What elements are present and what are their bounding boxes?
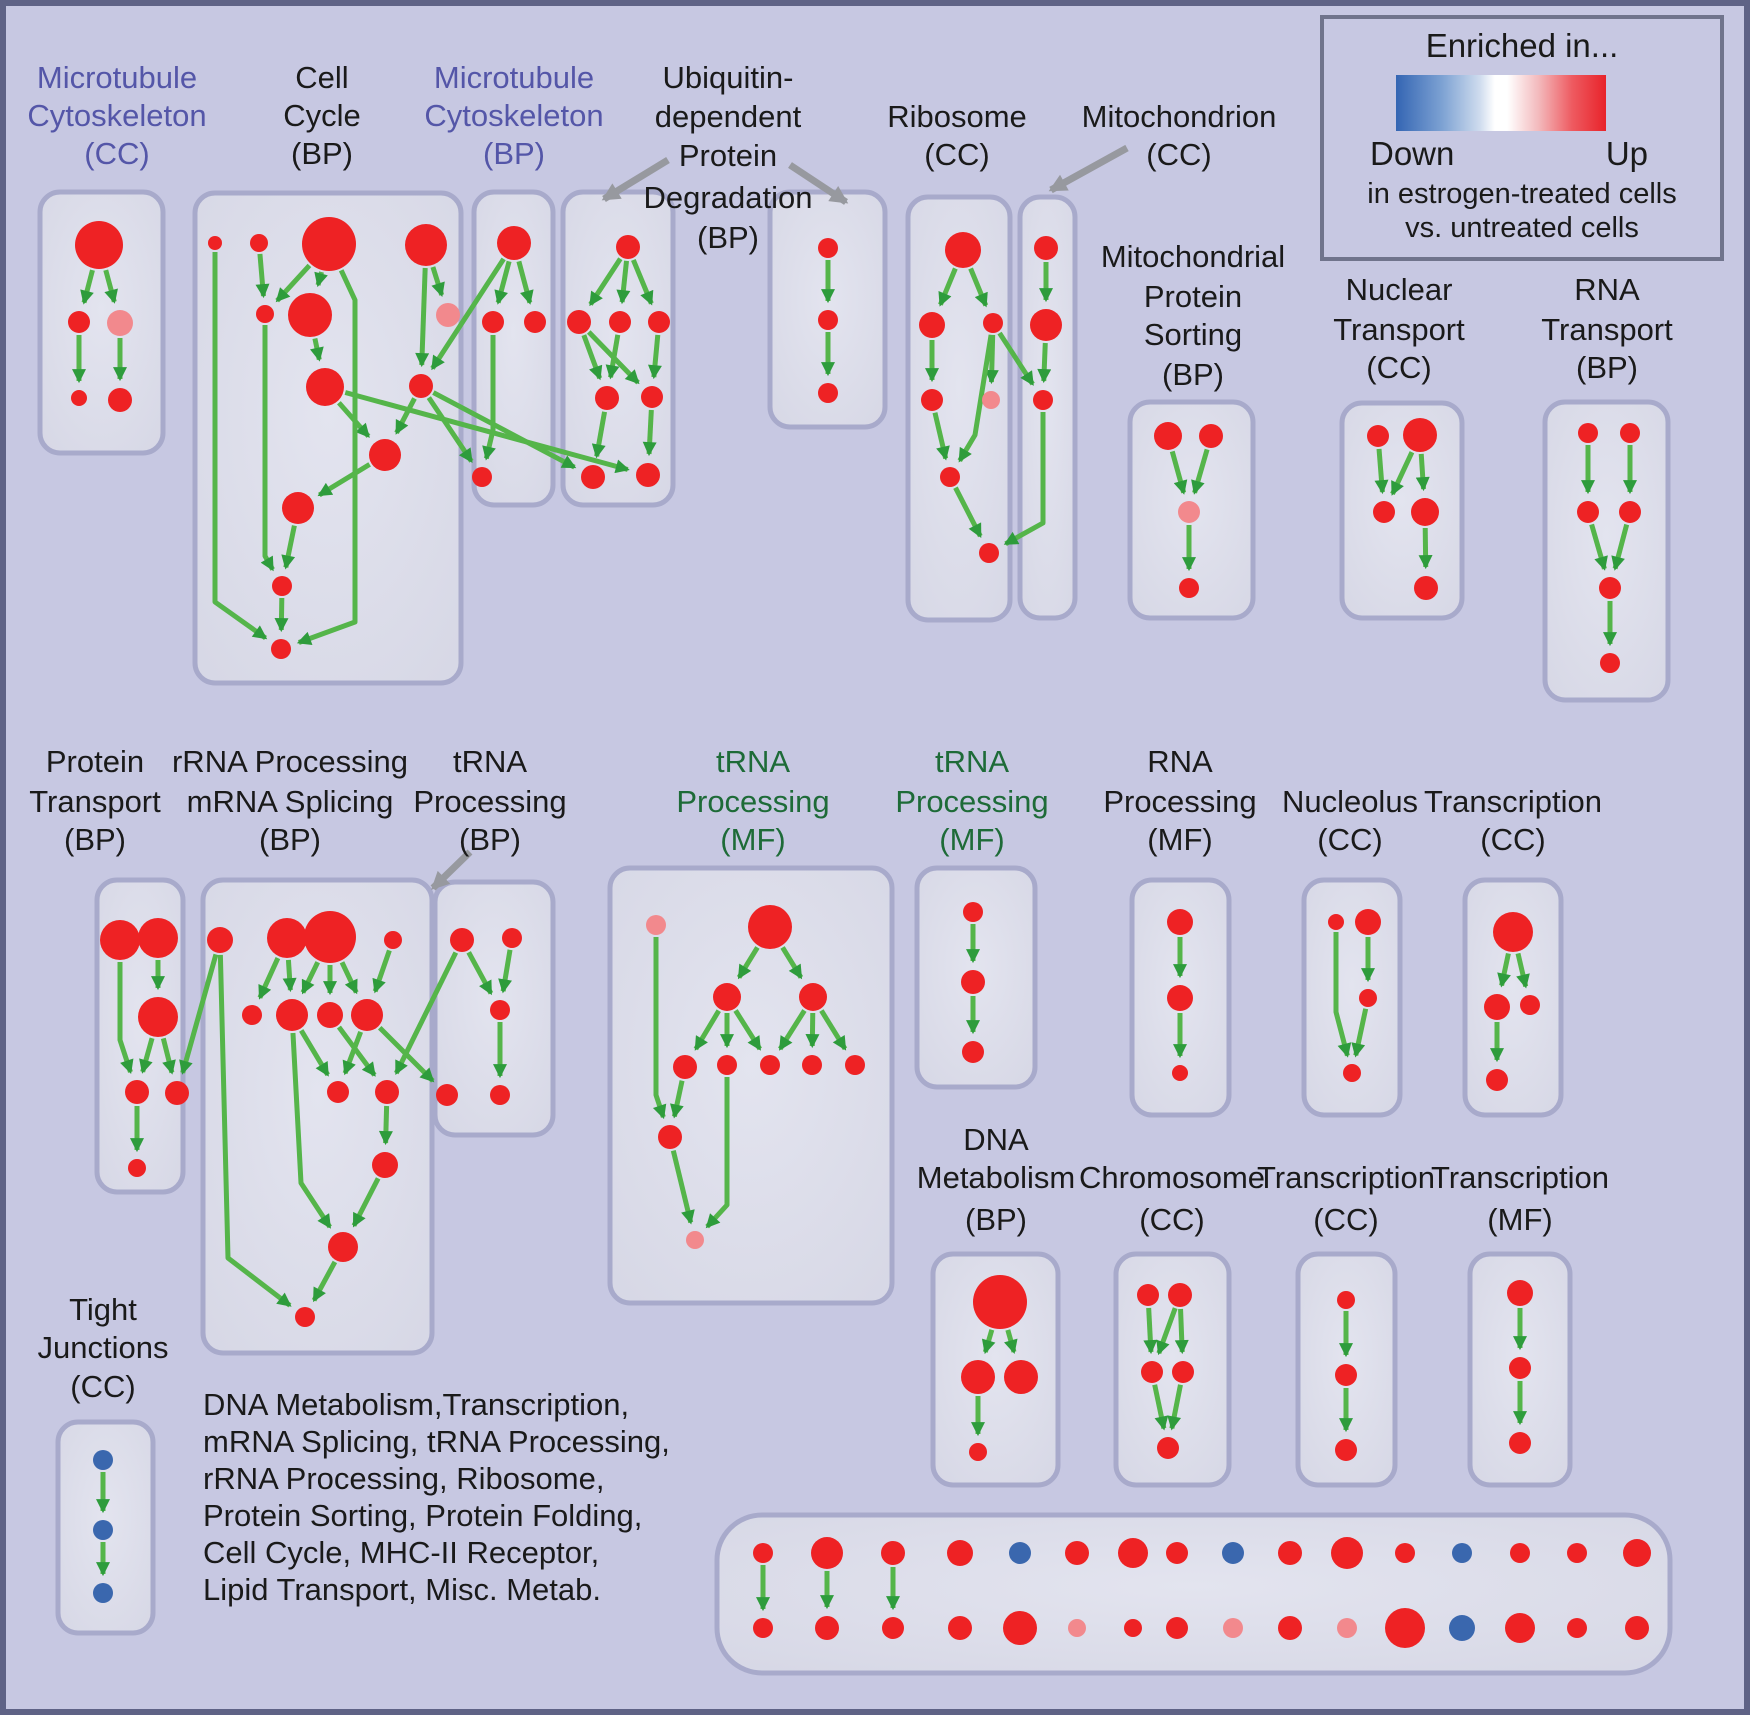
cluster-label-transcription-mf: Transcription (MF) [1430, 1160, 1610, 1237]
cluster-box-shared [717, 1515, 1670, 1673]
go-term-node [256, 305, 274, 323]
go-term-node [1030, 309, 1062, 341]
go-term-node [1625, 1616, 1649, 1640]
go-term-node [581, 465, 605, 489]
legend-box [1320, 15, 1724, 261]
go-term-node [250, 234, 268, 252]
go-term-node [963, 902, 983, 922]
misc-line: Protein Sorting, Protein Folding, [203, 1498, 643, 1533]
go-term-node [1199, 424, 1223, 448]
go-term-node [609, 311, 631, 333]
go-term-node [1567, 1543, 1587, 1563]
go-term-node [969, 1443, 987, 1461]
go-term-node [375, 1080, 399, 1104]
go-term-node [921, 389, 943, 411]
go-term-node [979, 543, 999, 563]
go-term-node [372, 1152, 398, 1178]
misc-line: Lipid Transport, Misc. Metab. [203, 1572, 601, 1607]
go-term-node [1395, 1543, 1415, 1563]
go-term-node [1343, 1064, 1361, 1082]
go-term-node [1009, 1542, 1031, 1564]
cluster-label-tight-junctions: Tight Junctions (CC) [37, 1292, 169, 1404]
go-term-node [1367, 425, 1389, 447]
go-term-node [1278, 1616, 1302, 1640]
go-term-node [818, 383, 838, 403]
go-term-node [125, 1080, 149, 1104]
go-term-node [983, 313, 1003, 333]
go-term-node [409, 374, 433, 398]
go-term-node [1486, 1069, 1508, 1091]
go-term-node [1154, 422, 1182, 450]
go-term-node [818, 238, 838, 258]
go-term-node [1141, 1361, 1163, 1383]
edge-arrow [1379, 449, 1382, 492]
edge-arrow [260, 254, 264, 296]
go-term-node [646, 915, 666, 935]
legend-down-up-row [1324, 135, 1720, 177]
go-term-node [497, 226, 531, 260]
go-term-node [242, 1005, 262, 1025]
edge-arrow [1425, 528, 1426, 567]
go-term-node [1577, 501, 1599, 523]
go-term-node [802, 1055, 822, 1075]
legend-up-label: Up [1605, 135, 1648, 172]
go-term-node [208, 236, 222, 250]
go-term-node [75, 221, 123, 269]
go-term-node [306, 368, 344, 406]
legend-subtitle-2: vs. untreated cells [1405, 212, 1639, 244]
go-term-node [641, 386, 663, 408]
go-term-node [1403, 418, 1437, 452]
cluster-label-transcription-cc-mid: Transcription (CC) [1423, 784, 1603, 857]
go-term-node [436, 1084, 458, 1106]
cluster-label-trna-processing-mf-1: tRNA Processing (MF) [676, 744, 830, 857]
cluster-label-nucleolus: Nucleolus (CC) [1281, 784, 1419, 857]
misc-line: mRNA Splicing, tRNA Processing, [203, 1424, 670, 1459]
go-term-node [1493, 912, 1533, 952]
cluster-label-cell-cycle: Cell Cycle (BP) [283, 60, 361, 171]
go-term-node [881, 1541, 905, 1565]
go-term-node [1507, 1280, 1533, 1306]
go-term-node [748, 905, 792, 949]
go-term-node [1449, 1615, 1475, 1641]
go-term-node [1619, 501, 1641, 523]
go-term-node [616, 235, 640, 259]
go-term-node [482, 311, 504, 333]
legend-down-label: Down [1370, 135, 1455, 172]
go-term-node [1355, 909, 1381, 935]
go-term-node [93, 1450, 113, 1470]
go-term-node [1600, 653, 1620, 673]
cluster-label-protein-transport: Protein Transport (BP) [29, 744, 161, 857]
cluster-label-dna-metabolism: DNA Metabolism (BP) [916, 1122, 1076, 1237]
cluster-label-trna-processing-mf-2: tRNA Processing (MF) [895, 744, 1049, 857]
go-term-node [1599, 577, 1621, 599]
go-term-node [1172, 1361, 1194, 1383]
go-term-node [1167, 985, 1193, 1011]
go-term-node [1167, 909, 1193, 935]
go-term-node [436, 303, 460, 327]
go-term-node [799, 983, 827, 1011]
cluster-label-microtubule-bp: Microtubule Cytoskeleton (BP) [424, 60, 604, 171]
go-term-node [450, 928, 474, 952]
go-term-node [818, 310, 838, 330]
cluster-box-nt [1342, 403, 1462, 618]
legend-subtitle-1: in estrogen-treated cells [1367, 178, 1677, 210]
go-term-node [1520, 995, 1540, 1015]
go-term-node [945, 232, 981, 268]
go-term-node [276, 999, 308, 1031]
go-term-node [1278, 1541, 1302, 1565]
go-term-node [1335, 1364, 1357, 1386]
legend-gradient-bar [1396, 75, 1606, 131]
go-term-node [815, 1616, 839, 1640]
go-term-node [384, 931, 402, 949]
go-term-node [1222, 1542, 1244, 1564]
go-term-node [1034, 236, 1058, 260]
go-term-node [138, 918, 178, 958]
go-term-node [567, 310, 591, 334]
go-term-node [948, 1616, 972, 1640]
go-term-node [1124, 1619, 1142, 1637]
go-term-node [327, 1081, 349, 1103]
go-term-node [107, 310, 133, 336]
edge-arrow [649, 410, 651, 454]
go-term-node [165, 1081, 189, 1105]
go-term-node [947, 1540, 973, 1566]
go-term-node [1166, 1617, 1188, 1639]
go-term-node [1179, 578, 1199, 598]
go-term-node [940, 467, 960, 487]
go-term-node [1337, 1618, 1357, 1638]
go-term-node [973, 1275, 1027, 1329]
go-term-node [1328, 914, 1344, 930]
cluster-label-transcription-cc-bottom: Transcription (CC) [1256, 1160, 1436, 1237]
go-term-node [686, 1231, 704, 1249]
go-term-node [472, 467, 492, 487]
go-term-node [717, 1055, 737, 1075]
go-term-node [961, 970, 985, 994]
go-term-node [502, 928, 522, 948]
misc-line: DNA Metabolism,Transcription, [203, 1387, 630, 1422]
go-term-node [351, 999, 383, 1031]
misc-categories-text [203, 1386, 670, 1608]
go-term-node [1620, 423, 1640, 443]
edge-arrow [1149, 1308, 1151, 1352]
go-term-node [1335, 1439, 1357, 1461]
go-term-node [128, 1159, 146, 1177]
go-term-node [595, 386, 619, 410]
go-term-node [1623, 1539, 1651, 1567]
go-term-node [1509, 1357, 1531, 1379]
go-term-node [1337, 1291, 1355, 1309]
go-term-node [328, 1232, 358, 1262]
go-term-node [636, 463, 660, 487]
misc-line: Cell Cycle, MHC-II Receptor, [203, 1535, 600, 1570]
go-term-node [658, 1125, 682, 1149]
go-term-node [369, 439, 401, 471]
go-term-node [1331, 1537, 1363, 1569]
go-term-node [1157, 1437, 1179, 1459]
go-term-node [753, 1618, 773, 1638]
go-term-node [1118, 1538, 1148, 1568]
cluster-label-chromosome: Chromosome (CC) [1078, 1160, 1266, 1237]
go-term-node [1505, 1613, 1535, 1643]
go-term-node [1172, 1065, 1188, 1081]
cluster-label-rna-processing-mf: RNA Processing (MF) [1103, 744, 1257, 857]
go-term-node [760, 1055, 780, 1075]
edge-arrow [1044, 343, 1046, 381]
go-term-node [108, 388, 132, 412]
go-term-node [1509, 1432, 1531, 1454]
cluster-label-nuclear-transport: Nuclear Transport (CC) [1333, 272, 1465, 385]
cluster-label-ribosome: Ribosome (CC) [887, 99, 1027, 172]
go-term-node [1373, 501, 1395, 523]
go-term-node [845, 1055, 865, 1075]
go-term-node [282, 492, 314, 524]
go-term-node [1510, 1543, 1530, 1563]
go-term-node [302, 217, 356, 271]
go-term-node [713, 983, 741, 1011]
go-term-node [1385, 1608, 1425, 1648]
cluster-label-rna-transport: RNA Transport (BP) [1541, 272, 1673, 385]
go-term-node [1137, 1284, 1159, 1306]
go-term-node [288, 293, 332, 337]
go-term-node [1567, 1618, 1587, 1638]
go-term-node [1166, 1542, 1188, 1564]
go-term-node [138, 997, 178, 1037]
misc-line: rRNA Processing, Ribosome, [203, 1461, 605, 1496]
go-term-node [93, 1520, 113, 1540]
go-term-node [961, 1360, 995, 1394]
go-term-node [1065, 1541, 1089, 1565]
go-term-node [648, 311, 670, 333]
cluster-label-mitochondrion: Mitochondrion (CC) [1081, 99, 1277, 172]
go-term-node [93, 1583, 113, 1603]
go-term-node [524, 311, 546, 333]
go-term-node [490, 1000, 510, 1020]
go-term-node [304, 911, 356, 963]
go-term-node [68, 311, 90, 333]
go-term-node [267, 918, 307, 958]
cluster-label-microtubule-cc: Microtubule Cytoskeleton (CC) [27, 60, 207, 171]
go-term-node [71, 390, 87, 406]
go-term-node [919, 312, 945, 338]
go-term-node [1223, 1618, 1243, 1638]
edge-arrow [288, 960, 290, 990]
go-term-node [962, 1041, 984, 1063]
go-term-node [1414, 576, 1438, 600]
edge-arrow [1181, 1309, 1183, 1352]
edge-arrow [422, 268, 425, 365]
go-term-node [1411, 498, 1439, 526]
go-term-node [673, 1055, 697, 1079]
go-term-node [882, 1617, 904, 1639]
edge-arrow [386, 1106, 387, 1143]
go-term-node [295, 1307, 315, 1327]
cluster-label-ubiquitin: Ubiquitin-dependent Protein Degradation (BP) [643, 60, 813, 255]
cluster-label-trna-processing-bp: tRNA Processing (BP) [413, 744, 567, 857]
edge-arrow [318, 272, 321, 285]
go-term-node [811, 1537, 843, 1569]
go-term-node [1359, 989, 1377, 1007]
go-term-node [207, 927, 233, 953]
go-term-node [1004, 1360, 1038, 1394]
go-term-node [1178, 501, 1200, 523]
go-term-node [753, 1543, 773, 1563]
go-term-node [271, 639, 291, 659]
go-term-node [1033, 390, 1053, 410]
cluster-label-rrna-processing: rRNA Processing mRNA Splicing (BP) [171, 744, 409, 857]
edge-arrow [1421, 454, 1423, 489]
go-term-node [1168, 1283, 1192, 1307]
go-term-node [1452, 1543, 1472, 1563]
go-term-node [490, 1085, 510, 1105]
go-term-node [1068, 1619, 1086, 1637]
legend-title: Enriched in... [1425, 27, 1619, 64]
edge-arrow [281, 598, 282, 630]
cluster-label-mito-protein-sorting: Mitochondrial Protein Sorting (BP) [1100, 239, 1286, 392]
go-term-node [1484, 994, 1510, 1020]
go-term-node [272, 576, 292, 596]
go-term-node [1003, 1611, 1037, 1645]
go-term-node [317, 1002, 343, 1028]
go-term-node [982, 391, 1000, 409]
go-term-node [100, 920, 140, 960]
go-term-node [1578, 423, 1598, 443]
go-term-node [405, 224, 447, 266]
